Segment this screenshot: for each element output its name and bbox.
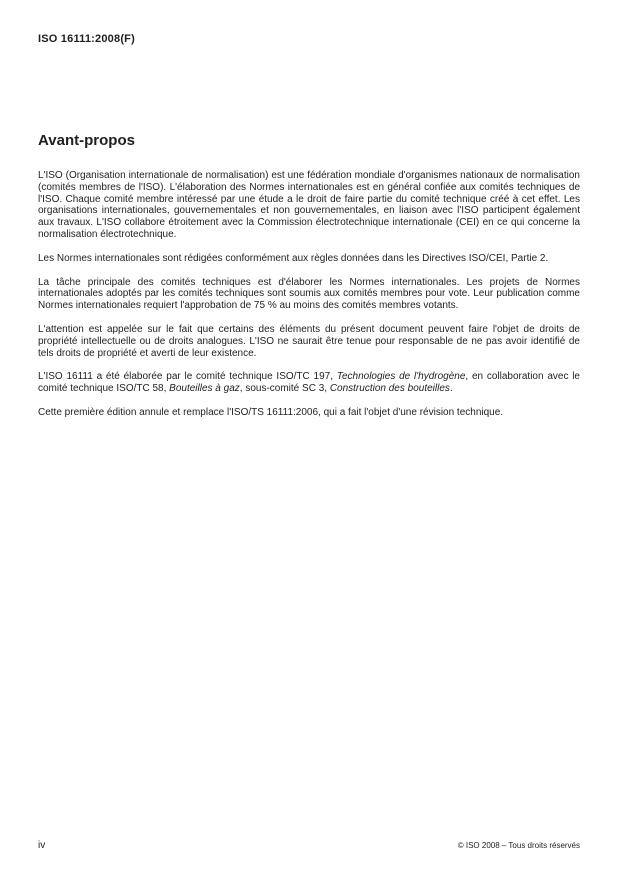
document-body bbox=[38, 170, 580, 431]
committee-text: , en collaboration avec le comité technique ISO/TC 58, bbox=[38, 371, 580, 395]
committee-title-gas-cylinders: Bouteilles à gaz bbox=[169, 383, 240, 395]
copyright-notice: © ISO 2008 – Tous droits réservés bbox=[457, 841, 580, 850]
committee-title-hydrogen: Technologies de l'hydrogène bbox=[336, 371, 466, 383]
paragraph-patent-notice: L'attention est appelée sur le fait que certains des éléments du présent document peuvent faire l'objet de droits de propriété intellectuelle ou de droits analogues. L'ISO ne saurait être tenue pour responsable de ne pas avoir identifié de tels droits de propriété et averti de leur existence. bbox=[38, 323, 580, 359]
paragraph-iso-intro: L'ISO (Organisation internationale de normalisation) est une fédération mondiale d'organismes nationaux de normalisation (comités membres de l'ISO). L'élaboration des Normes internationales est en général confiée aux comités techniques de l'ISO. Chaque comité membre intéressé par une étude a le droit de faire partie du comité technique créé à cet effet. Les organisations internationales, gouvernementales et non gouvernementales, en liaison avec l'ISO participent également aux travaux. L'ISO collabore étroitement avec la Commission électrotechnique internationale (CEI) en ce qui concerne la normalisation électrotechnique. bbox=[38, 170, 580, 240]
page-footer bbox=[38, 840, 580, 851]
committee-text: , sous-comité SC 3, bbox=[239, 383, 330, 395]
committee-text: L'ISO 16111 a été élaborée par le comité technique ISO/TC 197, bbox=[38, 371, 337, 383]
page-header bbox=[38, 33, 135, 45]
paragraph-directives: Les Normes internationales sont rédigées conformément aux règles données dans les Directives ISO/CEI, Partie 2. bbox=[38, 252, 549, 264]
page-number: iv bbox=[38, 840, 46, 851]
paragraph-main-task: La tâche principale des comités techniques est d'élaborer les Normes internationales. Les projets de Normes internationales adoptés par les comités techniques sont soumis aux comités membres pour vote. Leur publication comme Normes internationales requiert l'approbation de 75 % au moins des comités membres votants. bbox=[38, 276, 580, 312]
committee-title-cylinder-design: Construction des bouteilles bbox=[329, 383, 450, 395]
paragraph-committee bbox=[38, 371, 580, 395]
committee-text: . bbox=[449, 383, 453, 395]
page-title: Avant-propos bbox=[38, 132, 135, 149]
paragraph-edition-notice: Cette première édition annule et remplace l'ISO/TS 16111:2006, qui a fait l'objet d'une révision technique. bbox=[38, 406, 504, 418]
document-reference: ISO 16111:2008(F) bbox=[38, 33, 135, 45]
